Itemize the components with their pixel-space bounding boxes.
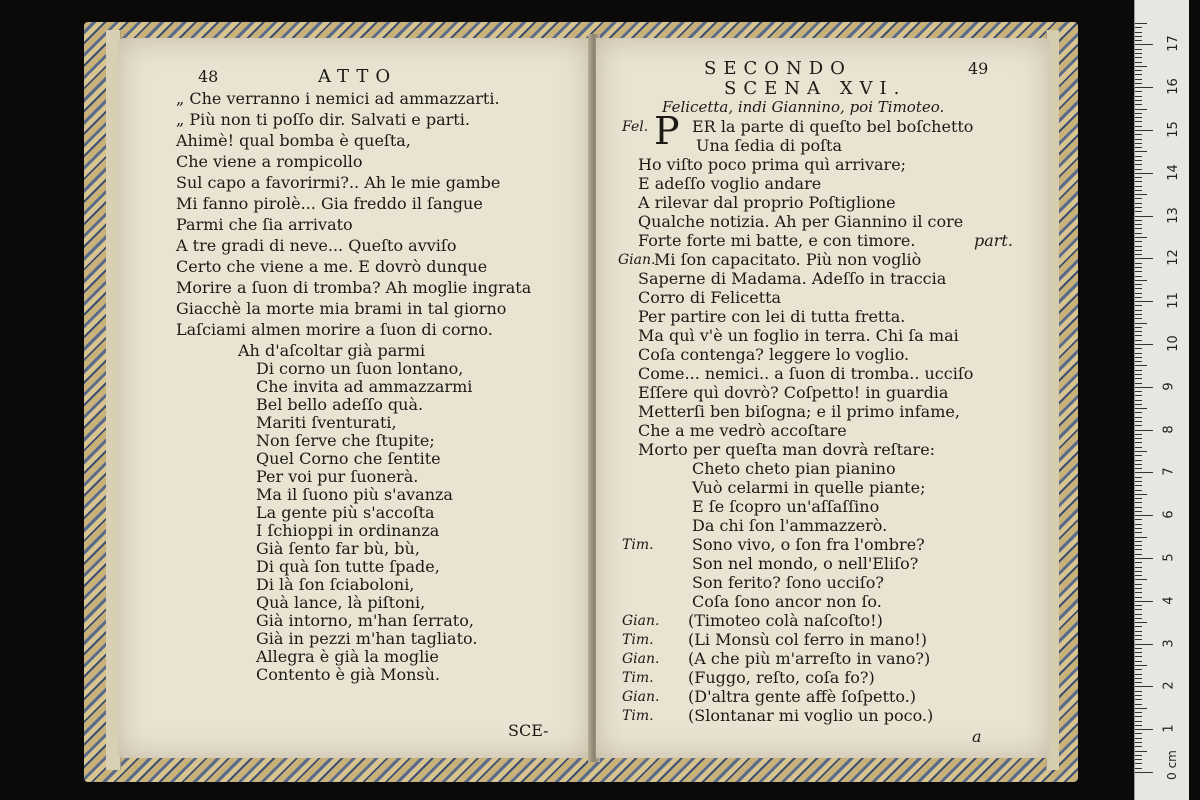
ruler-tick (1135, 44, 1153, 45)
ruler-tick (1135, 575, 1142, 576)
ruler-tick (1135, 721, 1142, 722)
text-line: Saperne di Madama. Adeſſo in traccia (638, 269, 947, 288)
text-line: Laſciami almen morire a ſuon di corno. (176, 320, 493, 339)
speaker-label: Tim. (622, 708, 654, 724)
ruler-tick (1135, 524, 1142, 525)
ruler-tick (1135, 27, 1142, 28)
ruler-tick (1135, 601, 1153, 602)
ruler-tick (1135, 361, 1142, 362)
ruler-tick (1135, 408, 1147, 409)
aria-line: Già in pezzi m'han tagliato. (256, 629, 478, 648)
text-line: Eſſere quì dovrò? Coſpetto! in guardia (638, 383, 949, 402)
ruler-tick (1135, 310, 1142, 311)
aria-line: La gente più s'accoſta (256, 503, 435, 522)
ruler-tick (1135, 755, 1142, 756)
ruler-tick (1135, 353, 1142, 354)
ruler-tick (1135, 695, 1142, 696)
ruler-tick (1135, 323, 1147, 324)
ruler-tick (1135, 468, 1142, 469)
page-number-right: 49 (968, 59, 989, 78)
ruler-tick (1135, 648, 1142, 649)
ruler-tick (1135, 588, 1142, 589)
ruler-tick (1135, 716, 1142, 717)
ruler-tick (1135, 203, 1142, 204)
ruler-tick (1135, 425, 1142, 426)
catchword-left: SCE- (508, 721, 549, 740)
ruler-tick (1135, 280, 1147, 281)
ruler-tick (1135, 49, 1142, 50)
text-line: Come... nemici.. a ſuon di tromba.. ucciſo (638, 364, 974, 383)
text-line: (Slontanar mi voglio un poco.) (688, 706, 934, 725)
ruler-tick (1135, 254, 1142, 255)
ruler-tick (1135, 699, 1142, 700)
ruler-tick (1135, 130, 1153, 131)
running-head-left: ATTO (318, 66, 398, 87)
ruler-tick (1135, 434, 1142, 435)
ruler-tick (1135, 344, 1153, 345)
ruler-tick (1135, 228, 1142, 229)
ruler-tick (1135, 374, 1142, 375)
text-line: „ Più non ti poſſo dir. Salvati e parti. (176, 110, 470, 129)
speaker-label: Tim. (622, 632, 654, 648)
ruler-tick (1135, 412, 1142, 413)
ruler-tick (1135, 665, 1147, 666)
ruler-tick (1135, 729, 1153, 730)
ruler-tick (1135, 395, 1142, 396)
scene-subtitle: Felicetta, indi Giannino, poi Timoteo. (662, 98, 945, 116)
ruler-tick (1135, 460, 1142, 461)
ruler-tick (1135, 537, 1147, 538)
ruler-tick (1135, 331, 1142, 332)
ruler-tick (1135, 451, 1147, 452)
ruler-tick (1135, 597, 1142, 598)
ruler-number: 12 (1165, 249, 1181, 267)
text-line: Corro di Felicetta (638, 288, 782, 307)
ruler-tick (1135, 438, 1142, 439)
ruler-tick (1135, 357, 1142, 358)
ruler-tick (1135, 40, 1142, 41)
text-line: Cheto cheto pian pianino (692, 459, 896, 478)
ruler-number: 15 (1165, 121, 1181, 138)
text-line: Vuò celarmi in quelle piante; (692, 478, 926, 497)
ruler-tick (1135, 605, 1142, 606)
text-line: Da chi ſon l'ammazzerò. (692, 516, 888, 535)
text-line: E ſe ſcopro un'aſſaſſino (692, 497, 880, 516)
ruler-number: 11 (1165, 292, 1181, 309)
ruler-tick (1135, 579, 1147, 580)
ruler-tick (1135, 759, 1142, 760)
text-line: (Timoteo colà naſcoſto!) (688, 611, 883, 630)
aria-line: Di quà ſon tutte ſpade, (256, 557, 440, 576)
left-page (118, 38, 590, 758)
ruler-tick (1135, 198, 1142, 199)
ruler-tick (1135, 746, 1142, 747)
ruler-tick (1135, 190, 1142, 191)
ruler-tick (1135, 87, 1153, 88)
text-line: Mi fanno pirolè... Gia freddo il ſangue (176, 194, 483, 213)
ruler-tick (1135, 121, 1142, 122)
ruler-tick (1135, 147, 1142, 148)
text-line: Che viene a rompicollo (176, 152, 363, 171)
ruler-tick (1135, 592, 1142, 593)
aria-line: Bel bello adeſſo quà. (256, 395, 424, 414)
text-line: Ahimè! qual bomba è queſta, (176, 131, 411, 150)
ruler-tick (1135, 626, 1142, 627)
ruler-number: 4 (1161, 596, 1177, 605)
drop-cap: P (654, 109, 680, 153)
ruler-tick (1135, 250, 1142, 251)
ruler-tick (1135, 91, 1142, 92)
ruler-tick (1135, 284, 1142, 285)
ruler-tick (1135, 549, 1142, 550)
ruler-tick (1135, 365, 1147, 366)
ruler-tick (1135, 305, 1142, 306)
ruler-tick (1135, 100, 1142, 101)
ruler-tick (1135, 271, 1142, 272)
ruler-tick (1135, 464, 1142, 465)
ruler-tick (1135, 494, 1147, 495)
ruler-tick (1135, 74, 1142, 75)
stage-direction: part. (974, 231, 1013, 250)
ruler-tick (1135, 417, 1142, 418)
ruler-tick (1135, 430, 1153, 431)
ruler-tick (1135, 117, 1142, 118)
ruler-tick (1135, 297, 1142, 298)
ruler-tick (1135, 134, 1142, 135)
ruler-tick (1135, 169, 1142, 170)
ruler-tick (1135, 23, 1147, 24)
ruler-tick (1135, 181, 1142, 182)
ruler-tick (1135, 314, 1142, 315)
running-head-right: SECONDO (704, 58, 852, 79)
ruler-tick (1135, 738, 1142, 739)
text-line: Parmi che ſia arrivato (176, 215, 353, 234)
ruler-tick (1135, 160, 1142, 161)
ruler-number: 10 (1165, 335, 1181, 352)
ruler-tick (1135, 370, 1142, 371)
ruler-tick (1135, 233, 1142, 234)
ruler-tick (1135, 477, 1142, 478)
ruler-tick (1135, 66, 1147, 67)
ruler-tick (1135, 618, 1142, 619)
text-line: A rilevar dal proprio Poſtiglione (638, 193, 896, 212)
text-line: Sul capo a favorirmi?.. Ah le mie gambe (176, 173, 501, 192)
ruler-tick (1135, 216, 1153, 217)
aria-line: Contento è già Monsù. (256, 665, 440, 684)
aria-line: Non ſerve che ſtupite; (256, 431, 435, 450)
aria-line: Mariti ſventurati, (256, 413, 397, 432)
ruler-tick (1135, 391, 1142, 392)
ruler-tick (1135, 57, 1142, 58)
ruler-tick (1135, 442, 1142, 443)
ruler-tick (1135, 421, 1142, 422)
ruler-tick (1135, 276, 1142, 277)
ruler-tick (1135, 318, 1142, 319)
ruler-number: 9 (1161, 382, 1177, 391)
ruler-tick (1135, 293, 1142, 294)
aria-line: Allegra è già la moglie (256, 647, 439, 666)
ruler-tick (1135, 682, 1142, 683)
ruler-number: 17 (1165, 35, 1181, 53)
ruler-tick (1135, 164, 1142, 165)
ruler-tick (1135, 644, 1153, 645)
ruler-tick (1135, 554, 1142, 555)
ruler-tick (1135, 400, 1142, 401)
ruler-tick (1135, 631, 1142, 632)
ruler-tick (1135, 639, 1142, 640)
ruler-tick (1135, 674, 1142, 675)
text-line: Coſa ſono ancor non ſo. (692, 592, 882, 611)
aria-line: Ma il ſuono più s'avanza (256, 485, 453, 504)
ruler-tick (1135, 532, 1142, 533)
text-line: Che a me vedrò accoſtare (638, 421, 847, 440)
aria-line: Quà lance, là piſtoni, (256, 593, 426, 612)
ruler-tick (1135, 571, 1142, 572)
ruler-tick (1135, 143, 1142, 144)
ruler-tick (1135, 678, 1142, 679)
ruler-tick (1135, 511, 1142, 512)
ruler-number: 3 (1161, 638, 1177, 648)
text-line: Forte forte mi batte, e con timore. (638, 231, 916, 250)
ruler-tick (1135, 712, 1142, 713)
speaker-label: Tim. (622, 670, 654, 686)
ruler-tick (1135, 109, 1147, 110)
aria-line: Di corno un ſuon lontano, (256, 359, 464, 378)
aria-line: Di là ſon ſciaboloni, (256, 575, 415, 594)
aria-line: Già intorno, m'han ſerrato, (256, 611, 474, 630)
ruler-tick (1135, 104, 1142, 105)
ruler-tick (1135, 691, 1142, 692)
ruler-tick (1135, 669, 1142, 670)
ruler-tick (1135, 507, 1142, 508)
speaker-label: Gian. (622, 651, 660, 667)
ruler-number: 16 (1165, 78, 1181, 95)
speaker-label: Tim. (622, 537, 654, 553)
speaker-label: Fel. (622, 119, 649, 135)
text-line: Coſa contenga? leggere lo voglio. (638, 345, 910, 364)
ruler-tick (1135, 708, 1147, 709)
ruler-tick (1135, 186, 1142, 187)
ruler-tick (1135, 151, 1147, 152)
ruler-tick (1135, 562, 1142, 563)
ruler-unit: 0 cm (1164, 750, 1179, 780)
ruler-tick (1135, 126, 1142, 127)
ruler-tick (1135, 498, 1142, 499)
ruler-tick (1135, 704, 1142, 705)
ruler-tick (1135, 541, 1142, 542)
ruler-number: 5 (1161, 553, 1177, 562)
ruler-tick (1135, 567, 1142, 568)
text-line: Una ſedia di poſta (696, 136, 842, 155)
ruler-tick (1135, 768, 1142, 769)
ruler-number: 8 (1161, 424, 1177, 434)
ruler-tick (1135, 70, 1142, 71)
ruler-tick (1135, 139, 1142, 140)
ruler-tick (1135, 485, 1142, 486)
ruler-tick (1135, 340, 1142, 341)
text-line: Metterſi ben biſogna; e il primo infame, (638, 402, 960, 421)
ruler-tick (1135, 490, 1142, 491)
text-line: „ Che verranno i nemici ad ammazzarti. (176, 89, 500, 108)
ruler-tick (1135, 177, 1142, 178)
ruler-tick (1135, 772, 1153, 773)
ruler-tick (1135, 545, 1142, 546)
ruler-tick (1135, 62, 1142, 63)
ruler-tick (1135, 383, 1142, 384)
ruler-tick (1135, 733, 1142, 734)
ruler-tick (1135, 447, 1142, 448)
ruler-tick (1135, 404, 1142, 405)
ruler-tick (1135, 348, 1142, 349)
ruler-tick (1135, 455, 1142, 456)
ruler-tick (1135, 378, 1142, 379)
ruler-tick (1135, 220, 1142, 221)
text-line: Morto per queſta man dovrà reſtare: (638, 440, 936, 459)
ruler-tick (1135, 661, 1142, 662)
ruler-tick (1135, 614, 1142, 615)
ruler-tick (1135, 519, 1142, 520)
aria-line: Quel Corno che ſentite (256, 449, 441, 468)
ruler-tick (1135, 288, 1142, 289)
ruler-tick (1135, 263, 1142, 264)
ruler-tick (1135, 335, 1142, 336)
ruler-tick (1135, 528, 1142, 529)
text-line: Son ferito? ſono ucciſo? (692, 573, 884, 592)
ruler-tick (1135, 481, 1142, 482)
ruler-tick (1135, 207, 1142, 208)
text-line: Mi ſon capacitato. Più non vogliò (654, 250, 922, 269)
ruler-tick (1135, 36, 1142, 37)
aria-line: I ſchioppi in ordinanza (256, 521, 440, 540)
ruler-number: 13 (1165, 206, 1181, 224)
speaker-label: Gian. (618, 252, 656, 268)
measuring-ruler (1134, 0, 1189, 800)
ruler-tick (1135, 763, 1142, 764)
ruler-tick (1135, 725, 1142, 726)
ruler-tick (1135, 96, 1142, 97)
ruler-tick (1135, 635, 1142, 636)
ruler-tick (1135, 32, 1142, 33)
ruler-tick (1135, 622, 1147, 623)
text-line: ER la parte di queſto bel boſchetto (692, 117, 974, 136)
right-page (596, 38, 1050, 758)
text-line: Per partire con lei di tutta fretta. (638, 307, 906, 326)
text-line: (Fuggo, reſto, coſa fo?) (688, 668, 875, 687)
ruler-number: 7 (1161, 467, 1177, 477)
text-line: Sono vivo, o ſon fra l'ombre? (692, 535, 925, 554)
aria-line: Per voi pur ſuonerà. (256, 467, 419, 486)
ruler-tick (1135, 742, 1142, 743)
ruler-tick (1135, 83, 1142, 84)
aria-line: Già ſento far bù, bù, (256, 539, 420, 558)
ruler-tick (1135, 246, 1142, 247)
text-line: (Li Monsù col ferro in mano!) (688, 630, 928, 649)
ruler-tick (1135, 609, 1142, 610)
ruler-tick (1135, 652, 1142, 653)
ruler-tick (1135, 237, 1147, 238)
text-line: Giacchè la morte mia brami in tal giorno (176, 299, 507, 318)
speaker-label: Gian. (622, 689, 660, 705)
text-line: (D'altra gente affè ſoſpetto.) (688, 687, 917, 706)
ruler-tick (1135, 156, 1142, 157)
ruler-tick (1135, 113, 1142, 114)
aria-intro: Ah d'aſcoltar già parmi (238, 341, 426, 360)
ruler-tick (1135, 258, 1153, 259)
ruler-tick (1135, 301, 1153, 302)
text-line: Morire a ſuon di tromba? Ah moglie ingrata (176, 278, 532, 297)
text-line: (A che più m'arreſto in vano?) (688, 649, 931, 668)
ruler-tick (1135, 79, 1142, 80)
aria-line: Che invita ad ammazzarmi (256, 377, 473, 396)
text-line: Ma quì v'è un foglio in terra. Chi ſa mai (638, 326, 959, 345)
ruler-tick (1135, 656, 1142, 657)
text-line: Son nel mondo, o nell'Eliſo? (692, 554, 919, 573)
ruler-tick (1135, 267, 1142, 268)
ruler-number: 1 (1161, 724, 1177, 733)
text-line: Qualche notizia. Ah per Giannino il core (638, 212, 964, 231)
page-number-left: 48 (198, 67, 219, 86)
ruler-tick (1135, 327, 1142, 328)
speaker-label: Gian. (622, 613, 660, 629)
ruler-tick (1135, 472, 1153, 473)
ruler-tick (1135, 584, 1142, 585)
text-line: A tre gradi di neve... Queſto avviſo (176, 236, 457, 255)
catchword-right: a (972, 727, 982, 746)
text-line: E adeſſo voglio andare (638, 174, 822, 193)
text-line: Ho viſto poco prima quì arrivare; (638, 155, 907, 174)
ruler-number: 14 (1165, 164, 1181, 181)
ruler-tick (1135, 502, 1142, 503)
ruler-tick (1135, 224, 1142, 225)
ruler-number: 2 (1161, 681, 1177, 691)
ruler-tick (1135, 515, 1153, 516)
ruler-number: 6 (1161, 510, 1177, 519)
ruler-tick (1135, 173, 1153, 174)
ruler-tick (1135, 241, 1142, 242)
scene-title: SCENA XVI. (724, 78, 907, 99)
ruler-tick (1135, 558, 1153, 559)
ruler-tick (1135, 751, 1147, 752)
ruler-tick (1135, 53, 1142, 54)
ruler-tick (1135, 387, 1153, 388)
text-line: Certo che viene a me. E dovrò dunque (176, 257, 488, 276)
ruler-tick (1135, 211, 1142, 212)
ruler-tick (1135, 194, 1147, 195)
ruler-tick (1135, 686, 1153, 687)
